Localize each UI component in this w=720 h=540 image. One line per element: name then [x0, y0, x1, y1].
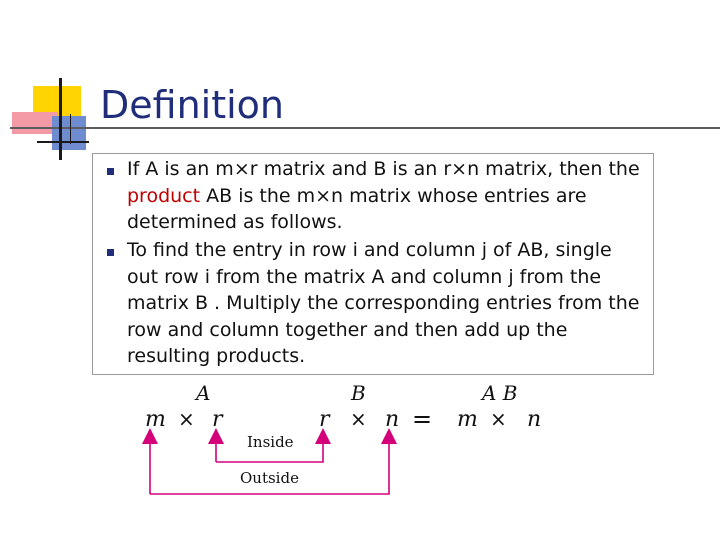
times-sign-1: ×: [178, 407, 195, 431]
slide-title: Definition: [100, 83, 285, 127]
label-AB: A B: [482, 381, 518, 405]
times-sign-3: ×: [490, 407, 507, 431]
dim-n-result: n: [527, 407, 542, 432]
inside-label: Inside: [247, 433, 294, 451]
dim-m-result: m: [457, 407, 478, 432]
label-A: A: [196, 381, 211, 405]
equals-sign: =: [412, 405, 433, 433]
dim-r-left: r: [212, 407, 223, 432]
times-sign-2: ×: [350, 407, 367, 431]
bullet-1-pre: If A is an m×r matrix and B is an r×n matrix, then the: [127, 158, 640, 180]
dim-n-left: n: [385, 407, 400, 432]
bullet-text-2: To find the entry in row i and column j of AB, single out row i from the matrix A and column j from the matrix B . Multiply the corresponding entries from the row and column together and then add up the resulting products.: [127, 239, 640, 368]
bullet-1-post: AB is the m×n matrix whose entries are determined as follows.: [127, 184, 587, 234]
product-highlight: product: [127, 184, 201, 207]
dim-r-right: r: [319, 407, 330, 432]
label-B: B: [351, 381, 366, 405]
dim-m-left: m: [145, 407, 166, 432]
outside-label: Outside: [240, 469, 299, 487]
